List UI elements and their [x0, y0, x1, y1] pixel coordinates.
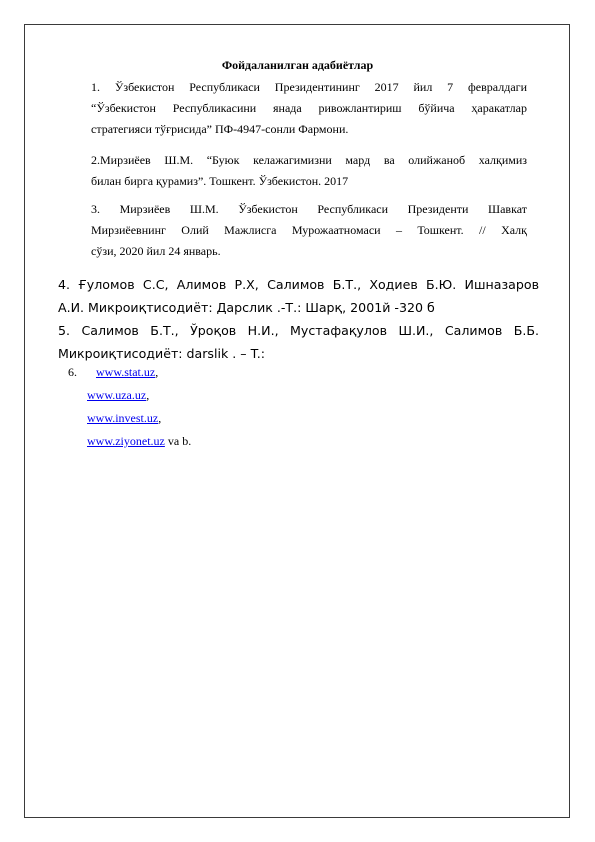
reference-4 — [58, 273, 539, 319]
reference-1-line-3: стратегияси тўғрисида” ПФ-4947-сонли Фармони. — [91, 122, 349, 136]
separator: va b. — [164, 434, 192, 448]
reference-5-line-2: Микроиқтисодиёт: darslik . – T.: — [58, 346, 266, 361]
reference-1 — [91, 77, 527, 140]
website-item-uza — [87, 387, 149, 403]
reference-3 — [91, 199, 527, 262]
separator: , — [158, 411, 162, 425]
reference-2-line-1: 2.Мирзиёев Ш.М. “Буюк келажагимизни мард ва олийжаноб халқимиз — [91, 153, 527, 167]
separator: , — [146, 388, 150, 402]
reference-1-line-1: 1. Ўзбекистон Республикаси Президентининг 2017 йил 7 февралдаги — [91, 80, 527, 94]
reference-4-line-2: А.И. Микроиқтисодиёт: Дарслик .-Т.: Шарқ, 2001й -320 б — [58, 300, 435, 315]
reference-4-line-1: 4. Ғуломов С.С, Алимов Р.Х, Салимов Б.Т., Ходиев Б.Ю. Ишназаров — [58, 277, 539, 292]
reference-2 — [91, 150, 527, 192]
link-ziyonet-uz[interactable]: www.ziyonet.uz — [87, 434, 165, 448]
reference-5-line-1: 5. Салимов Б.Т., Ўроқов Н.И., Мустафақулов Ш.И., Салимов Б.Б. — [58, 323, 539, 338]
link-uza-uz[interactable]: www.uza.uz — [87, 388, 147, 402]
reference-3-line-1: 3. Мирзиёев Ш.М. Ўзбекистон Республикаси Президенти Шавкат — [91, 202, 527, 216]
website-item-stat — [96, 364, 158, 380]
reference-5 — [58, 319, 539, 365]
reference-3-line-2: Мирзиёевнинг Олий Мажлисга Мурожаатномаси – Тошкент. // Халқ — [91, 223, 527, 237]
reference-1-line-2: “Ўзбекистон Республикасини янада ривожлантириш бўйича ҳаракатлар — [91, 101, 527, 115]
link-invest-uz[interactable]: www.invest.uz — [87, 411, 159, 425]
separator: , — [155, 365, 159, 379]
references-title: Фойдаланилган адабиётлар — [221, 58, 374, 72]
website-item-ziyonet — [87, 433, 191, 449]
websites-number: 6. — [68, 365, 77, 379]
website-item-invest — [87, 410, 161, 426]
link-stat-uz[interactable]: www.stat.uz — [96, 365, 156, 379]
reference-3-line-3: сўзи, 2020 йил 24 январь. — [91, 244, 221, 258]
reference-2-line-2: билан бирга қурамиз”. Тошкент. Ўзбекистон. 2017 — [91, 174, 349, 188]
